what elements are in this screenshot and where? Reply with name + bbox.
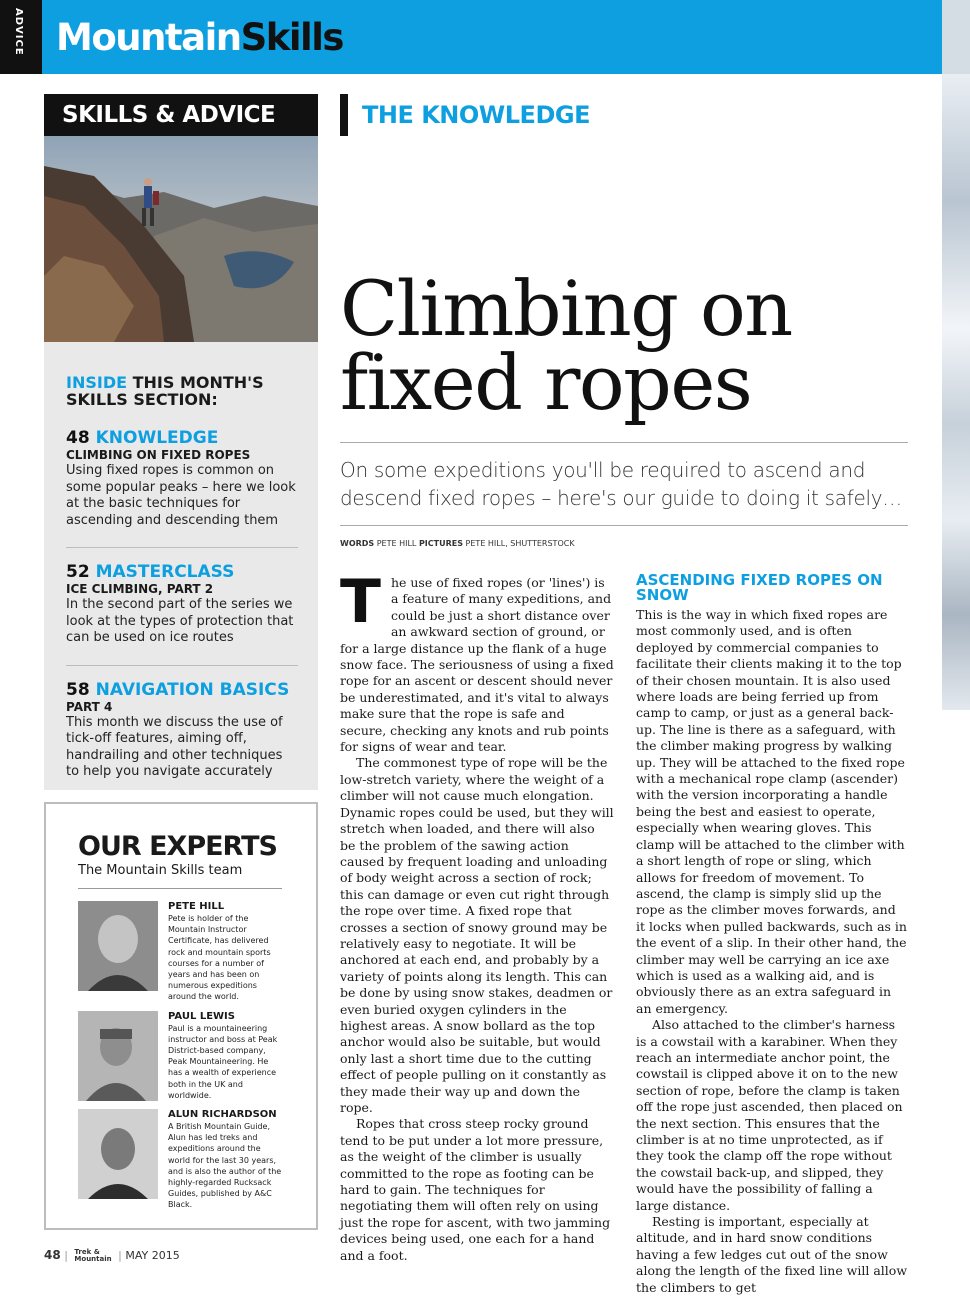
issue-date: MAY 2015 <box>125 1249 180 1262</box>
body-paragraph: This is the way in which fixed ropes are most commonly used, and is often deployed by commercial companies to facilitate their clients making it to the top of their chosen mountain. It is also used where loads are being ferried up from camp to camp, or just as a general back-up. The line is there as a safeguard, with the climber making progress by walking up. They will be attached to the fixed rope with a mechanical rope clamp (ascender) with the version incorporating a handle being the best and easiest to operate, especially when wearing gloves. This clamp will be attached to the climber with a short length of rope or sling, which allows for freedom of movement. To ascend, the clamp is simply slid up the rope as the climber moves forwards, and it locks when pulled backwards, such as in the event of a slip. In their other hand, the climber may well be carrying an ice axe which is used as a walking aid, and is obviously there as an extra safeguard in an emergency. <box>636 607 907 1016</box>
divider <box>78 888 282 889</box>
our-experts-panel <box>44 802 318 1230</box>
inside-item-description: In the second part of the series we look at the types of protection that can be used on ice routes <box>66 597 294 645</box>
advice-tab <box>0 0 42 74</box>
words-label: WORDS <box>340 539 375 548</box>
magazine-logo <box>74 1249 111 1263</box>
pictures-label: PICTURES <box>418 539 463 548</box>
body-paragraph: Resting is important, especially at altitude, and in hard snow conditions having a few ledges cut out of the snow along the length of the fixed line will allow the climbers to get <box>636 1214 908 1295</box>
expert-name: PAUL LEWIS <box>168 1010 235 1022</box>
inside-title-line2: SKILLS SECTION: <box>66 390 218 409</box>
words-by: PETE HILL <box>376 539 417 548</box>
inside-item-subtitle: CLIMBING ON FIXED ROPES <box>66 448 251 462</box>
article-headline <box>340 264 940 427</box>
expert-bio: Pete is holder of the Mountain Instructor Certificate, has delivered rock and mountain sports courses for a number of years and has been on numerous expeditions around the world. <box>168 914 271 1002</box>
inside-item-description: This month we discuss the use of tick-off features, aiming off, handrailing and other techniques to help you navigate accurately <box>66 714 283 779</box>
snow-photo-strip-top <box>942 0 970 74</box>
headline-line-2: fixed ropes <box>340 338 752 427</box>
divider <box>340 525 908 526</box>
inside-title <box>66 374 298 408</box>
inside-item-subtitle: PART 4 <box>66 699 113 714</box>
brand-part-1: Mountain <box>56 16 241 59</box>
body-paragraph: Ropes that cross steep rocky ground tend to be put under a lot more pressure, as the weight of the climber is usually committed to the rope as footing can be hard to gain. The techniques for negotiating them will often rely on using just the rope for ascent, with two jamming devices being used, one each for a hand and a foot. <box>340 1116 611 1263</box>
expert-bio: Paul is a mountaineering instructor and boss at Peak District-based company, Peak Mountaineering. He has a wealth of experience both in the UK and worldwide. <box>168 1023 278 1100</box>
expert-portrait <box>78 901 158 991</box>
divider <box>340 442 908 443</box>
inside-title-rest: THIS MONTH'S <box>132 373 264 392</box>
knowledge-heading-bar <box>340 94 348 136</box>
article-column-1 <box>340 567 614 1264</box>
expert-portrait <box>78 1109 158 1199</box>
inside-title-highlight: INSIDE <box>66 373 128 392</box>
divider <box>66 547 298 548</box>
expert-paul-lewis <box>78 1011 302 1101</box>
experts-title: OUR EXPERTS <box>78 831 278 862</box>
article-column-2 <box>636 573 908 1296</box>
inside-item-page: 48 <box>66 428 90 448</box>
brand-title <box>56 14 343 62</box>
mountain-climber-photo <box>44 136 318 342</box>
expert-alun-richardson <box>78 1109 302 1211</box>
body-paragraph: The commonest type of rope will be the low-stretch variety, where the weight of a climber will not cause much elongation. Dynamic ropes could be used, but they will stretch when loaded, and there will also be the problem of the sawing action caused by frequent loading and unloading of body weight across a section of rock; this can damage or even cut right through the rope over time. A fixed rope that crosses a section of snowy ground may be relatively easy to negotiate. It will be anchored at each end, and probably by a variety of points along its length. This can be done by using snow stakes, deadmen or even buried oxygen cylinders in the highest areas. A snow bollard as the top anchor would also be suitable, but would only last a short time due to the cutting effect of people pulling on it constantly as they made their way up and down the rope. <box>340 755 614 1115</box>
inside-item-navigation <box>66 680 298 781</box>
inside-item-subtitle: ICE CLIMBING, PART 2 <box>66 582 214 596</box>
inside-item-title: NAVIGATION BASICS <box>95 679 290 700</box>
section-subhead: ASCENDING FIXED ROPES ON SNOW <box>636 571 883 604</box>
inside-item-page: 52 <box>66 562 90 582</box>
expert-portrait <box>78 1011 158 1101</box>
drop-cap: T <box>340 567 381 637</box>
page-number: 48 <box>44 1248 61 1262</box>
expert-bio: A British Mountain Guide, Alun has led treks and expeditions around the world for the last 30 years, and is also the author of the highly-regarded Rucksack Guides, published by A&C Black. <box>168 1122 282 1210</box>
inside-item-knowledge <box>66 428 298 529</box>
article-standfirst: On some expeditions you'll be required to ascend and descend fixed ropes – here's our guide to doing it safely… <box>340 458 902 510</box>
page-footer: 48 | Trek & Mountain | MAY 2015 <box>44 1248 180 1263</box>
inside-item-description: Using fixed ropes is common on some popular peaks – here we look at the basic techniques for ascending and descending them <box>66 463 296 528</box>
body-paragraph: Also attached to the climber's harness is a cowstail with a karabiner. When they reach an intermediate anchor point, the cowstail is clipped above it on to the new section of rope, before the clamp is taken off the rope just ascended, then placed on the next section. This ensures that the climber is at no time unprotected, as if they took the clamp off the rope without the cowstail back-up, and slipped, they would have the possibility of falling a large distance. <box>636 1017 903 1213</box>
body-paragraph: he use of fixed ropes (or 'lines') is a feature of many expeditions, and could be just a short distance over an awkward section of ground, or for a large distance up the flank of a huge snow face. The seriousness of using a fixed rope for an ascent or descent should never be underestimated, and it's vital to always make sure that the rope is safe and secure, checking any knots and rub points for signs of wear and tear. <box>340 575 614 755</box>
inside-item-title: KNOWLEDGE <box>95 428 219 448</box>
article-credits <box>340 539 575 549</box>
pictures-by: PETE HILL, SHUTTERSTOCK <box>465 539 575 548</box>
headline-line-1: Climbing on <box>340 264 792 353</box>
magazine-logo-top: Trek & <box>74 1248 100 1256</box>
snow-photo-strip <box>942 74 970 710</box>
inside-item-title: MASTERCLASS <box>95 562 235 582</box>
skills-advice-heading: SKILLS & ADVICE <box>44 94 318 136</box>
expert-pete-hill <box>78 901 302 1003</box>
experts-subtitle: The Mountain Skills team <box>78 863 243 878</box>
knowledge-heading: THE KNOWLEDGE <box>362 101 590 129</box>
expert-name: PETE HILL <box>168 901 225 912</box>
inside-this-month-panel <box>44 342 318 790</box>
inside-item-masterclass <box>66 562 298 647</box>
divider <box>66 665 298 666</box>
expert-name: ALUN RICHARDSON <box>168 1109 277 1121</box>
mountain-photo-illustration <box>44 136 318 342</box>
magazine-logo-bottom: Mountain <box>74 1255 112 1263</box>
brand-part-2: Skills <box>240 16 343 59</box>
inside-item-page: 58 <box>66 679 90 700</box>
advice-tab-label: ADVICE <box>13 8 24 56</box>
